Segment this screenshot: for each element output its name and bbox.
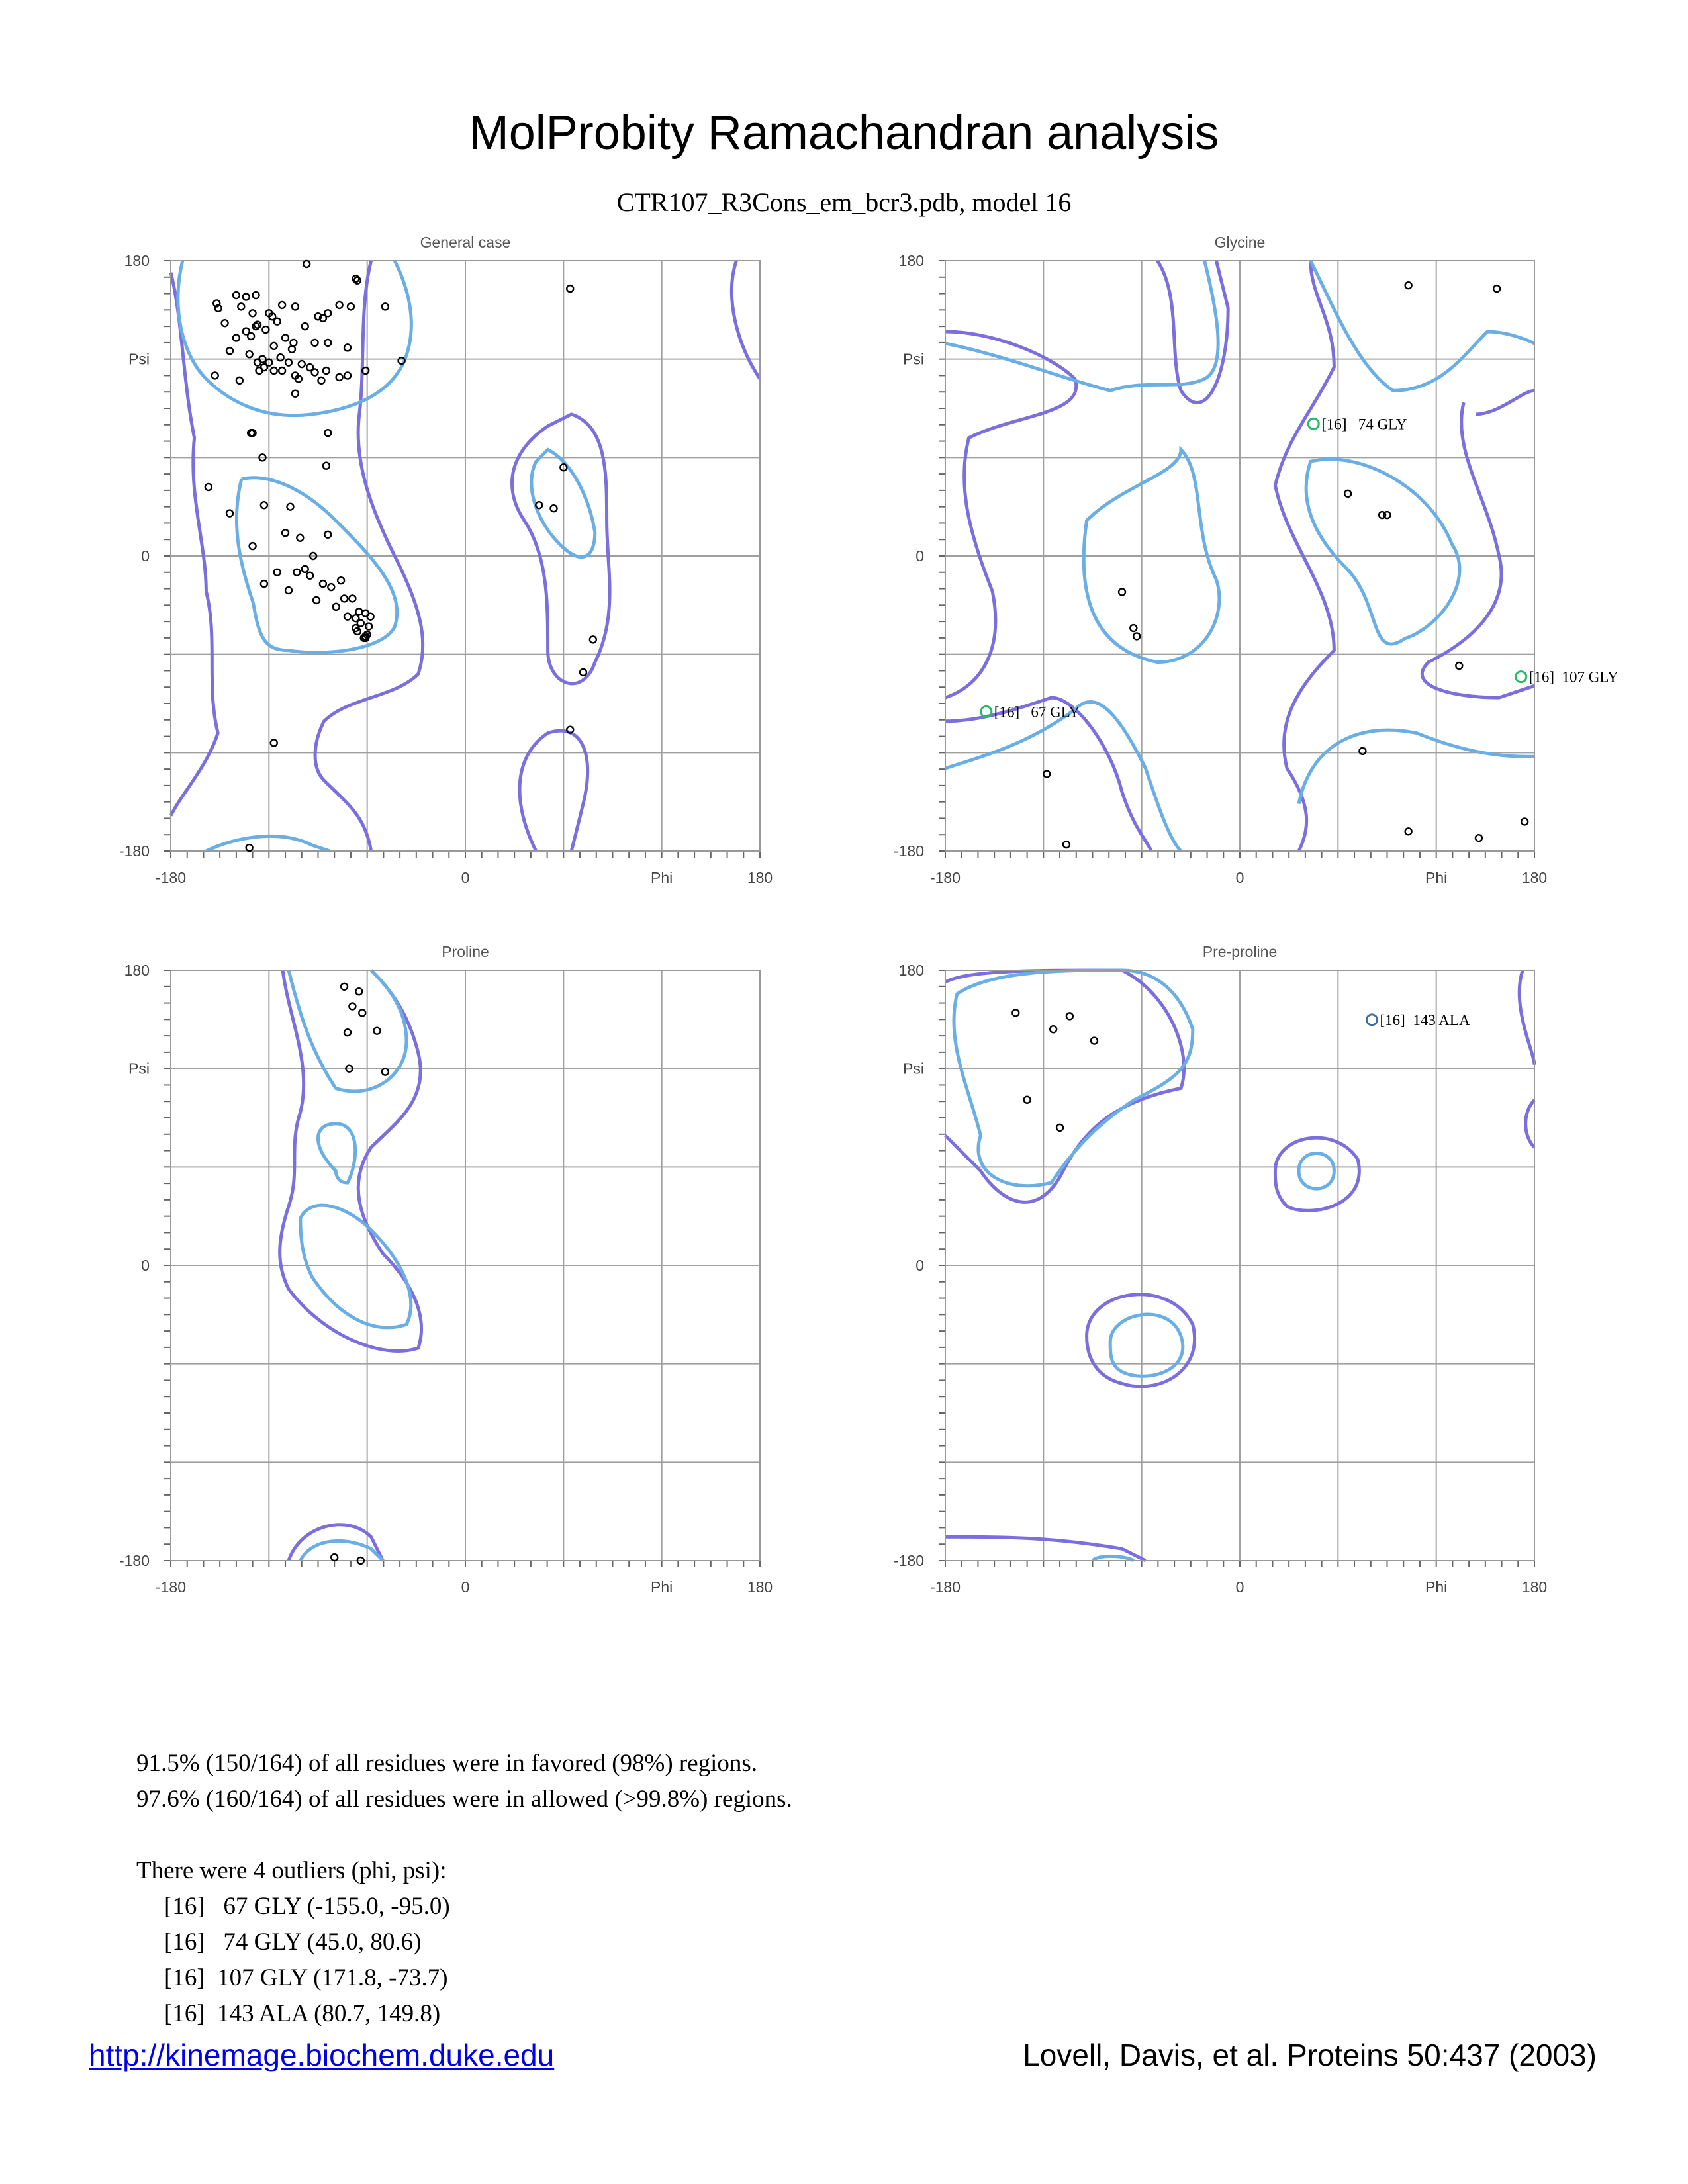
favored-summary: 91.5% (150/164) of all residues were in favored (98%) regions. bbox=[136, 1750, 758, 1777]
outlier-item: [16] 107 GLY (171.8, -73.7) bbox=[164, 1964, 448, 1991]
residue-point bbox=[1043, 771, 1050, 778]
residue-point bbox=[324, 531, 331, 538]
residue-point bbox=[292, 390, 299, 397]
outlier-point bbox=[1308, 418, 1319, 429]
residue-point bbox=[290, 340, 297, 346]
page-subtitle: CTR107_R3Cons_em_bcr3.pdb, model 16 bbox=[616, 187, 1072, 217]
residue-point bbox=[285, 359, 292, 366]
residue-point bbox=[279, 367, 285, 374]
residue-point bbox=[1133, 633, 1140, 639]
x-tick-label: -180 bbox=[929, 1578, 961, 1596]
plot-title: Glycine bbox=[1214, 234, 1266, 251]
residue-point bbox=[297, 535, 303, 541]
residue-point bbox=[205, 484, 212, 490]
residue-point bbox=[324, 430, 331, 436]
residue-point bbox=[352, 275, 359, 282]
outlier-point bbox=[1516, 672, 1526, 682]
y-tick-label: 180 bbox=[124, 252, 150, 269]
allowed-contour bbox=[512, 414, 610, 684]
residue-point bbox=[271, 739, 277, 746]
residue-point bbox=[1405, 282, 1412, 289]
x-tick-label: 180 bbox=[747, 1578, 773, 1596]
y-axis-label: Psi bbox=[903, 1060, 924, 1077]
residue-point bbox=[246, 351, 253, 357]
x-tick-label: -180 bbox=[929, 869, 961, 886]
residue-point bbox=[374, 1028, 381, 1034]
residue-point bbox=[226, 347, 233, 354]
outlier-label: [16] 74 GLY bbox=[1321, 416, 1407, 433]
y-axis-label: Psi bbox=[903, 350, 924, 368]
residue-point bbox=[250, 543, 256, 549]
y-tick-label: 180 bbox=[124, 962, 150, 979]
residue-point bbox=[222, 320, 228, 326]
residue-point bbox=[274, 318, 281, 325]
residue-point bbox=[282, 529, 289, 536]
residue-point bbox=[336, 374, 343, 381]
residue-point bbox=[1063, 841, 1070, 848]
residue-point bbox=[233, 334, 240, 341]
allowed-summary: 97.6% (160/164) of all residues were in allowed (>99.8%) regions. bbox=[136, 1786, 792, 1813]
page-title: MolProbity Ramachandran analysis bbox=[469, 107, 1219, 159]
residue-point bbox=[302, 323, 308, 330]
residue-point bbox=[246, 844, 253, 851]
outlier-item: [16] 143 ALA (80.7, 149.8) bbox=[164, 2000, 441, 2027]
y-tick-label: -180 bbox=[893, 1552, 924, 1569]
favored-contour bbox=[1311, 261, 1534, 390]
residue-point bbox=[287, 504, 293, 510]
residue-point bbox=[285, 587, 292, 594]
residue-point bbox=[333, 604, 340, 610]
residue-point bbox=[253, 323, 259, 330]
residue-point bbox=[567, 285, 573, 292]
y-tick-label: 0 bbox=[141, 547, 150, 565]
residue-point bbox=[271, 367, 277, 374]
allowed-contour bbox=[731, 261, 760, 379]
residue-point bbox=[312, 340, 318, 346]
residue-point bbox=[312, 369, 318, 375]
residue-point bbox=[253, 292, 259, 298]
residue-point bbox=[382, 1069, 389, 1075]
y-tick-label: 180 bbox=[898, 252, 924, 269]
x-tick-label: 180 bbox=[747, 869, 773, 886]
x-tick-label: 0 bbox=[1235, 1578, 1244, 1596]
residue-point bbox=[299, 361, 305, 367]
residue-point bbox=[233, 292, 240, 298]
y-tick-label: -180 bbox=[893, 842, 924, 860]
residue-point bbox=[1344, 490, 1351, 497]
residue-point bbox=[338, 577, 344, 584]
outlier-label: [16] 67 GLY bbox=[994, 704, 1080, 721]
residue-point bbox=[1130, 625, 1137, 631]
citation: Lovell, Davis, et al. Proteins 50:437 (2003) bbox=[1023, 2038, 1597, 2072]
residue-point bbox=[1012, 1009, 1019, 1016]
favored-contour bbox=[945, 702, 1181, 851]
x-tick-label: 180 bbox=[1521, 1578, 1548, 1596]
residue-point bbox=[226, 510, 233, 517]
outlier-label: [16] 143 ALA bbox=[1380, 1011, 1470, 1028]
allowed-contour bbox=[1422, 402, 1534, 698]
residue-point bbox=[306, 572, 313, 579]
residue-point bbox=[341, 595, 348, 602]
y-axis-label: Psi bbox=[128, 350, 150, 368]
residue-point bbox=[303, 261, 310, 267]
residue-point bbox=[328, 584, 334, 590]
y-tick-label: 0 bbox=[915, 1257, 924, 1274]
residue-point bbox=[331, 1554, 338, 1561]
residue-point bbox=[344, 614, 351, 620]
allowed-contour bbox=[1087, 1295, 1195, 1387]
residue-point bbox=[324, 340, 331, 346]
residue-point bbox=[289, 346, 295, 353]
x-axis-label: Phi bbox=[1425, 1578, 1448, 1596]
outlier-label: [16] 107 GLY bbox=[1528, 668, 1618, 686]
y-tick-label: 0 bbox=[915, 547, 924, 565]
residue-point bbox=[261, 580, 267, 587]
favored-contour bbox=[954, 970, 1193, 1186]
summary-block bbox=[136, 1746, 792, 2032]
favored-contour bbox=[178, 261, 412, 416]
residue-point bbox=[318, 377, 324, 384]
favored-contour bbox=[318, 1124, 355, 1183]
kinemage-link[interactable]: http://kinemage.biochem.duke.edu bbox=[89, 2038, 555, 2072]
residue-point bbox=[355, 608, 362, 615]
residue-point bbox=[1066, 1013, 1073, 1019]
favored-contour bbox=[1299, 730, 1534, 803]
residue-point bbox=[1359, 748, 1366, 754]
residue-point bbox=[359, 1009, 365, 1016]
residue-point bbox=[248, 333, 254, 340]
allowed-contour bbox=[171, 273, 218, 816]
x-axis-label: Phi bbox=[651, 869, 673, 886]
residue-point bbox=[256, 367, 263, 374]
residue-point bbox=[580, 669, 586, 676]
y-tick-label: -180 bbox=[118, 1552, 150, 1569]
x-axis-label: Phi bbox=[1425, 869, 1448, 886]
residue-point bbox=[1024, 1097, 1031, 1103]
allowed-contour bbox=[1275, 1138, 1359, 1210]
outlier-item: [16] 67 GLY (-155.0, -95.0) bbox=[164, 1893, 450, 1920]
residue-point bbox=[1119, 589, 1125, 596]
residue-point bbox=[320, 580, 326, 587]
allowed-contour bbox=[1476, 390, 1534, 414]
y-tick-label: 180 bbox=[898, 962, 924, 979]
residue-point bbox=[590, 636, 596, 643]
residue-point bbox=[1405, 828, 1412, 835]
favored-contour bbox=[1093, 1556, 1134, 1561]
residue-point bbox=[367, 614, 374, 620]
x-tick-label: 0 bbox=[461, 1578, 470, 1596]
residue-point bbox=[348, 303, 354, 310]
outlier-item: [16] 74 GLY (45.0, 80.6) bbox=[164, 1929, 422, 1956]
residue-point bbox=[243, 294, 250, 300]
residue-point bbox=[349, 1003, 355, 1010]
residue-point bbox=[344, 344, 351, 351]
residue-point bbox=[250, 310, 256, 316]
favored-contour bbox=[1299, 1154, 1334, 1189]
residue-point bbox=[292, 303, 299, 310]
residue-point bbox=[323, 463, 330, 469]
x-tick-label: 180 bbox=[1521, 869, 1548, 886]
residue-point bbox=[336, 302, 343, 308]
residue-point bbox=[238, 303, 244, 310]
y-tick-label: -180 bbox=[118, 842, 150, 860]
favored-contour bbox=[1110, 1314, 1183, 1376]
residue-point bbox=[212, 372, 218, 379]
y-tick-label: 0 bbox=[141, 1257, 150, 1274]
x-axis-label: Phi bbox=[651, 1578, 673, 1596]
residue-point bbox=[261, 502, 267, 508]
residue-point bbox=[382, 303, 389, 310]
x-tick-label: -180 bbox=[155, 869, 187, 886]
x-tick-label: -180 bbox=[155, 1578, 187, 1596]
residue-point bbox=[349, 595, 355, 602]
residue-point bbox=[313, 597, 320, 604]
residue-point bbox=[277, 354, 284, 361]
allowed-contour bbox=[280, 970, 422, 1351]
plot-title: Pre-proline bbox=[1202, 943, 1278, 960]
residue-point bbox=[271, 343, 277, 349]
residue-point bbox=[1056, 1124, 1063, 1131]
allowed-contour bbox=[520, 731, 588, 851]
outliers-header: There were 4 outliers (phi, psi): bbox=[136, 1857, 447, 1884]
residue-point bbox=[293, 569, 300, 576]
residue-point bbox=[341, 983, 348, 990]
favored-contour bbox=[301, 1541, 383, 1561]
residue-point bbox=[1476, 835, 1482, 841]
x-tick-label: 0 bbox=[461, 869, 470, 886]
allowed-contour bbox=[945, 332, 1076, 698]
residue-point bbox=[1521, 818, 1528, 825]
residue-point bbox=[1050, 1026, 1056, 1032]
residue-point bbox=[355, 988, 362, 995]
residue-point bbox=[1493, 285, 1500, 292]
residue-point bbox=[279, 302, 285, 308]
plot-title: Proline bbox=[442, 943, 489, 960]
residue-point bbox=[365, 623, 372, 630]
residue-point bbox=[551, 505, 557, 512]
residue-point bbox=[282, 334, 289, 341]
allowed-contour bbox=[945, 698, 1152, 851]
residue-point bbox=[344, 1029, 351, 1036]
residue-point bbox=[1091, 1038, 1098, 1044]
allowed-contour bbox=[1526, 1100, 1534, 1147]
plot-title: General case bbox=[420, 234, 511, 251]
allowed-contour bbox=[1519, 970, 1534, 1065]
favored-contour bbox=[206, 836, 330, 851]
residue-point bbox=[262, 326, 269, 333]
residue-point bbox=[1456, 662, 1462, 669]
outlier-point bbox=[1367, 1015, 1378, 1025]
x-tick-label: 0 bbox=[1235, 869, 1244, 886]
residue-point bbox=[236, 377, 243, 384]
residue-point bbox=[302, 566, 308, 572]
residue-point bbox=[323, 367, 330, 374]
residue-point bbox=[344, 372, 351, 379]
y-axis-label: Psi bbox=[128, 1060, 150, 1077]
residue-point bbox=[274, 569, 281, 576]
